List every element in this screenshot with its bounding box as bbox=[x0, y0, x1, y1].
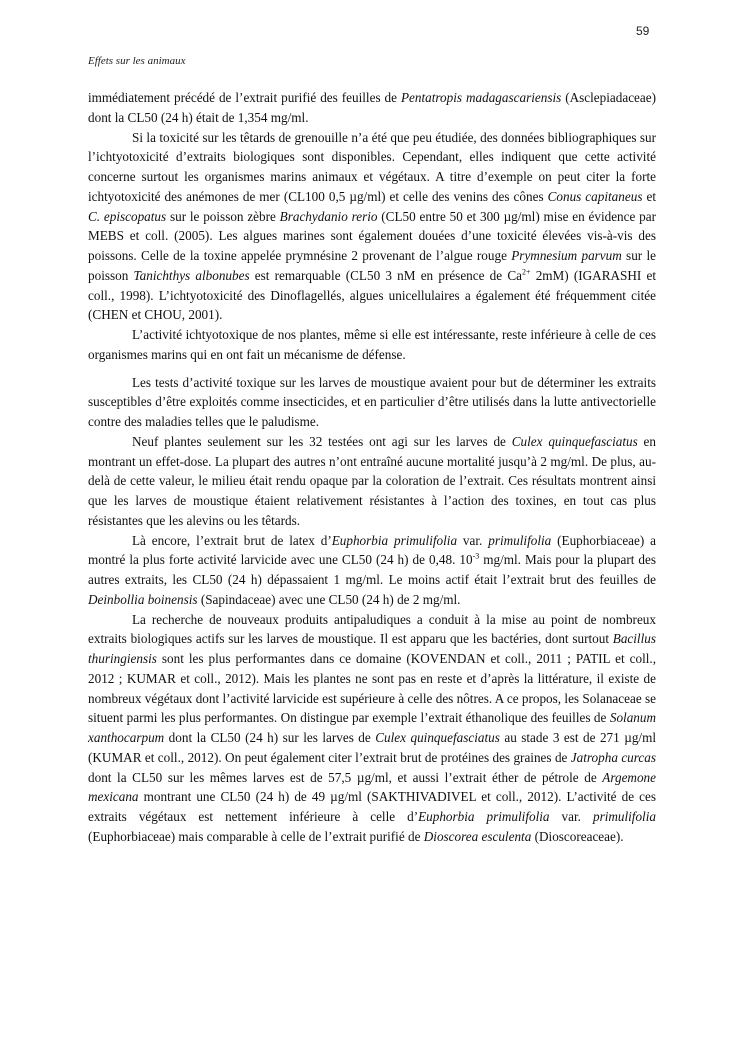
text-run: dont la CL50 sur les mêmes larves est de 57,5 µg/ml, et aussi l’extrait éther de pétrole de bbox=[88, 769, 603, 785]
text-run: sur le poisson zèbre bbox=[166, 208, 280, 224]
running-header: Effets sur les animaux bbox=[88, 55, 186, 67]
text-run: (CL50 entre 50 et 300 µg/ml) mise en évidence par MEBS et coll. (2005). Les algues marines sont également douées d’une toxicité élevées vis-à-vis des poissons. Celle de la toxine appelée prymnésine 2 provenant de l’algue rouge bbox=[88, 208, 656, 263]
italic-term: Dioscorea esculenta bbox=[423, 828, 532, 844]
page-number: 59 bbox=[636, 24, 650, 38]
italic-term: Culex quinquefasciatus bbox=[511, 433, 638, 449]
text-run: (Euphorbiaceae) a montré la plus forte activité larvicide avec une CL50 (24 h) de 0,48. 10 bbox=[88, 532, 657, 568]
italic-term: Euphorbia primulifolia bbox=[331, 532, 458, 548]
italic-term: Jatropha curcas bbox=[570, 749, 656, 765]
italic-term: primulifolia bbox=[488, 532, 552, 548]
text-run: Si la toxicité sur les têtards de grenouille n’a été que peu étudiée, des données bibliographiques sur l’ichtyotoxicité d’extraits biologiques sont disponibles. Cependant, elles indiquent que cette activité concerne surtout les organismes marins animaux et végétaux. A titre d’exemple on peut citer la forte ichtyotoxicité des anémones de mer (CL100 0,5 µg/ml) et celle des venins des cônes bbox=[88, 129, 656, 204]
text-run: sur le poisson bbox=[88, 248, 656, 283]
italic-term: Tanichthys albonubes bbox=[133, 267, 250, 283]
superscript: -3 bbox=[472, 551, 480, 561]
text-run: dont la CL50 (24 h) sur les larves de bbox=[164, 730, 376, 745]
text-run: 2mM) (IGARASHI et coll., 1998). L’ichtyotoxicité des Dinoflagellés, algues unicellulaires a également été fréquemment citée (CHEN et CHOU, 2001). bbox=[88, 267, 656, 323]
text-run: et bbox=[642, 188, 656, 204]
text-run: immédiatement précédé de l’extrait purifié des feuilles de bbox=[88, 90, 401, 105]
italic-term: Prymnesium parvum bbox=[511, 248, 622, 263]
text-run: L’activité ichtyotoxique de nos plantes, même si elle est intéressante, reste inférieure à celle de ces organismes marins qui en ont fait un mécanisme de défense. bbox=[88, 327, 656, 362]
italic-term: C. episcopatus bbox=[88, 208, 167, 224]
italic-term: Bacillus thuringiensis bbox=[88, 631, 656, 666]
italic-term: Culex quinquefasciatus bbox=[375, 730, 500, 745]
paragraph bbox=[88, 531, 656, 610]
text-run: sont les plus performantes dans ce domaine (KOVENDAN et coll., 2011 ; PATIL et coll., 2012 ; KUMAR et coll., 2012). Mais les plantes ne sont pas en reste et d’après la littérature, il existe de nombreux végétaux dont l’activité larvicide est supérieure à celle des nôtres. A ce propos, les Solanaceae se situent parmi les plus performantes. On distingue par exemple l’extrait éthanolique des feuilles de bbox=[88, 651, 656, 726]
text-run: La recherche de nouveaux produits antipaludiques a conduit à la mise au point de nombreux extraits biologiques actifs sur les larves de moustique. Il est apparu que les bactéries, dont surtout bbox=[88, 611, 656, 647]
paragraph bbox=[88, 610, 656, 847]
text-run: (Euphorbiaceae) mais comparable à celle de l’extrait purifié de bbox=[88, 828, 424, 844]
text-run: var. bbox=[457, 532, 489, 548]
text-run: Là encore, l’extrait brut de latex d’ bbox=[132, 532, 332, 548]
text-run: (Asclepiadaceae) dont la CL50 (24 h) était de 1,354 mg/ml. bbox=[88, 90, 657, 125]
italic-term: Conus capitaneus bbox=[547, 188, 643, 204]
text-run: en montrant un effet-dose. La plupart des autres n’ont entraîné aucune mortalité jusqu’à 2 mg/ml. De plus, au-delà de cette valeur, le milieu était rendu opaque par la coloration de l’extrait. Ces résultats montrent ainsi que les larves de moustique étaient relativement résistantes à l’action des toxines, en tout cas plus résistantes que les alevins ou les têtards. bbox=[88, 433, 656, 528]
text-run: Neuf plantes seulement sur les 32 testées ont agi sur les larves de bbox=[132, 433, 512, 449]
text-run: mg/ml. Mais pour la plupart des autres extraits, les CL50 (24 h) dépassaient 1 mg/ml. Le moins actif était l’extrait brut des feuilles de bbox=[88, 552, 656, 587]
text-run: est remarquable (CL50 3 nM en présence de Ca bbox=[249, 267, 522, 283]
italic-term: primulifolia bbox=[592, 809, 656, 824]
italic-term: Solanum xanthocarpum bbox=[88, 710, 656, 745]
text-run: montrant une CL50 (24 h) de 49 µg/ml (SAKTHIVADIVEL et coll., 2012). L’activité de ces extraits végétaux est nettement inférieure à celle d’ bbox=[88, 789, 656, 824]
paragraph bbox=[88, 88, 656, 128]
text-run: (Dioscoreaceae). bbox=[531, 828, 624, 844]
text-run: Les tests d’activité toxique sur les larves de moustique avaient pour but de déterminer les extraits susceptibles d’être exploités comme insecticides, et en particulier d’être utilisés dans la lutte antivectorielle contre des maladies telles que le paludisme. bbox=[88, 374, 656, 429]
italic-term: Deinbollia boinensis bbox=[88, 591, 198, 607]
body-text bbox=[88, 88, 656, 847]
paragraph bbox=[88, 373, 656, 432]
italic-term: Brachydanio rerio bbox=[279, 208, 378, 224]
paragraph bbox=[88, 432, 656, 531]
paragraph bbox=[88, 325, 656, 365]
paragraph bbox=[88, 128, 656, 326]
text-run: (Sapindaceae) avec une CL50 (24 h) de 2 mg/ml. bbox=[197, 591, 461, 607]
italic-term: Pentatropis madagascariensis bbox=[400, 90, 562, 105]
italic-term: Argemone mexicana bbox=[88, 769, 656, 805]
italic-term: Euphorbia primulifolia bbox=[418, 809, 550, 824]
text-run: au stade 3 est de 271 µg/ml (KUMAR et coll., 2012). On peut également citer l’extrait brut de protéines des graines de bbox=[88, 730, 656, 765]
superscript: 2+ bbox=[521, 267, 531, 277]
text-run: var. bbox=[549, 809, 593, 824]
